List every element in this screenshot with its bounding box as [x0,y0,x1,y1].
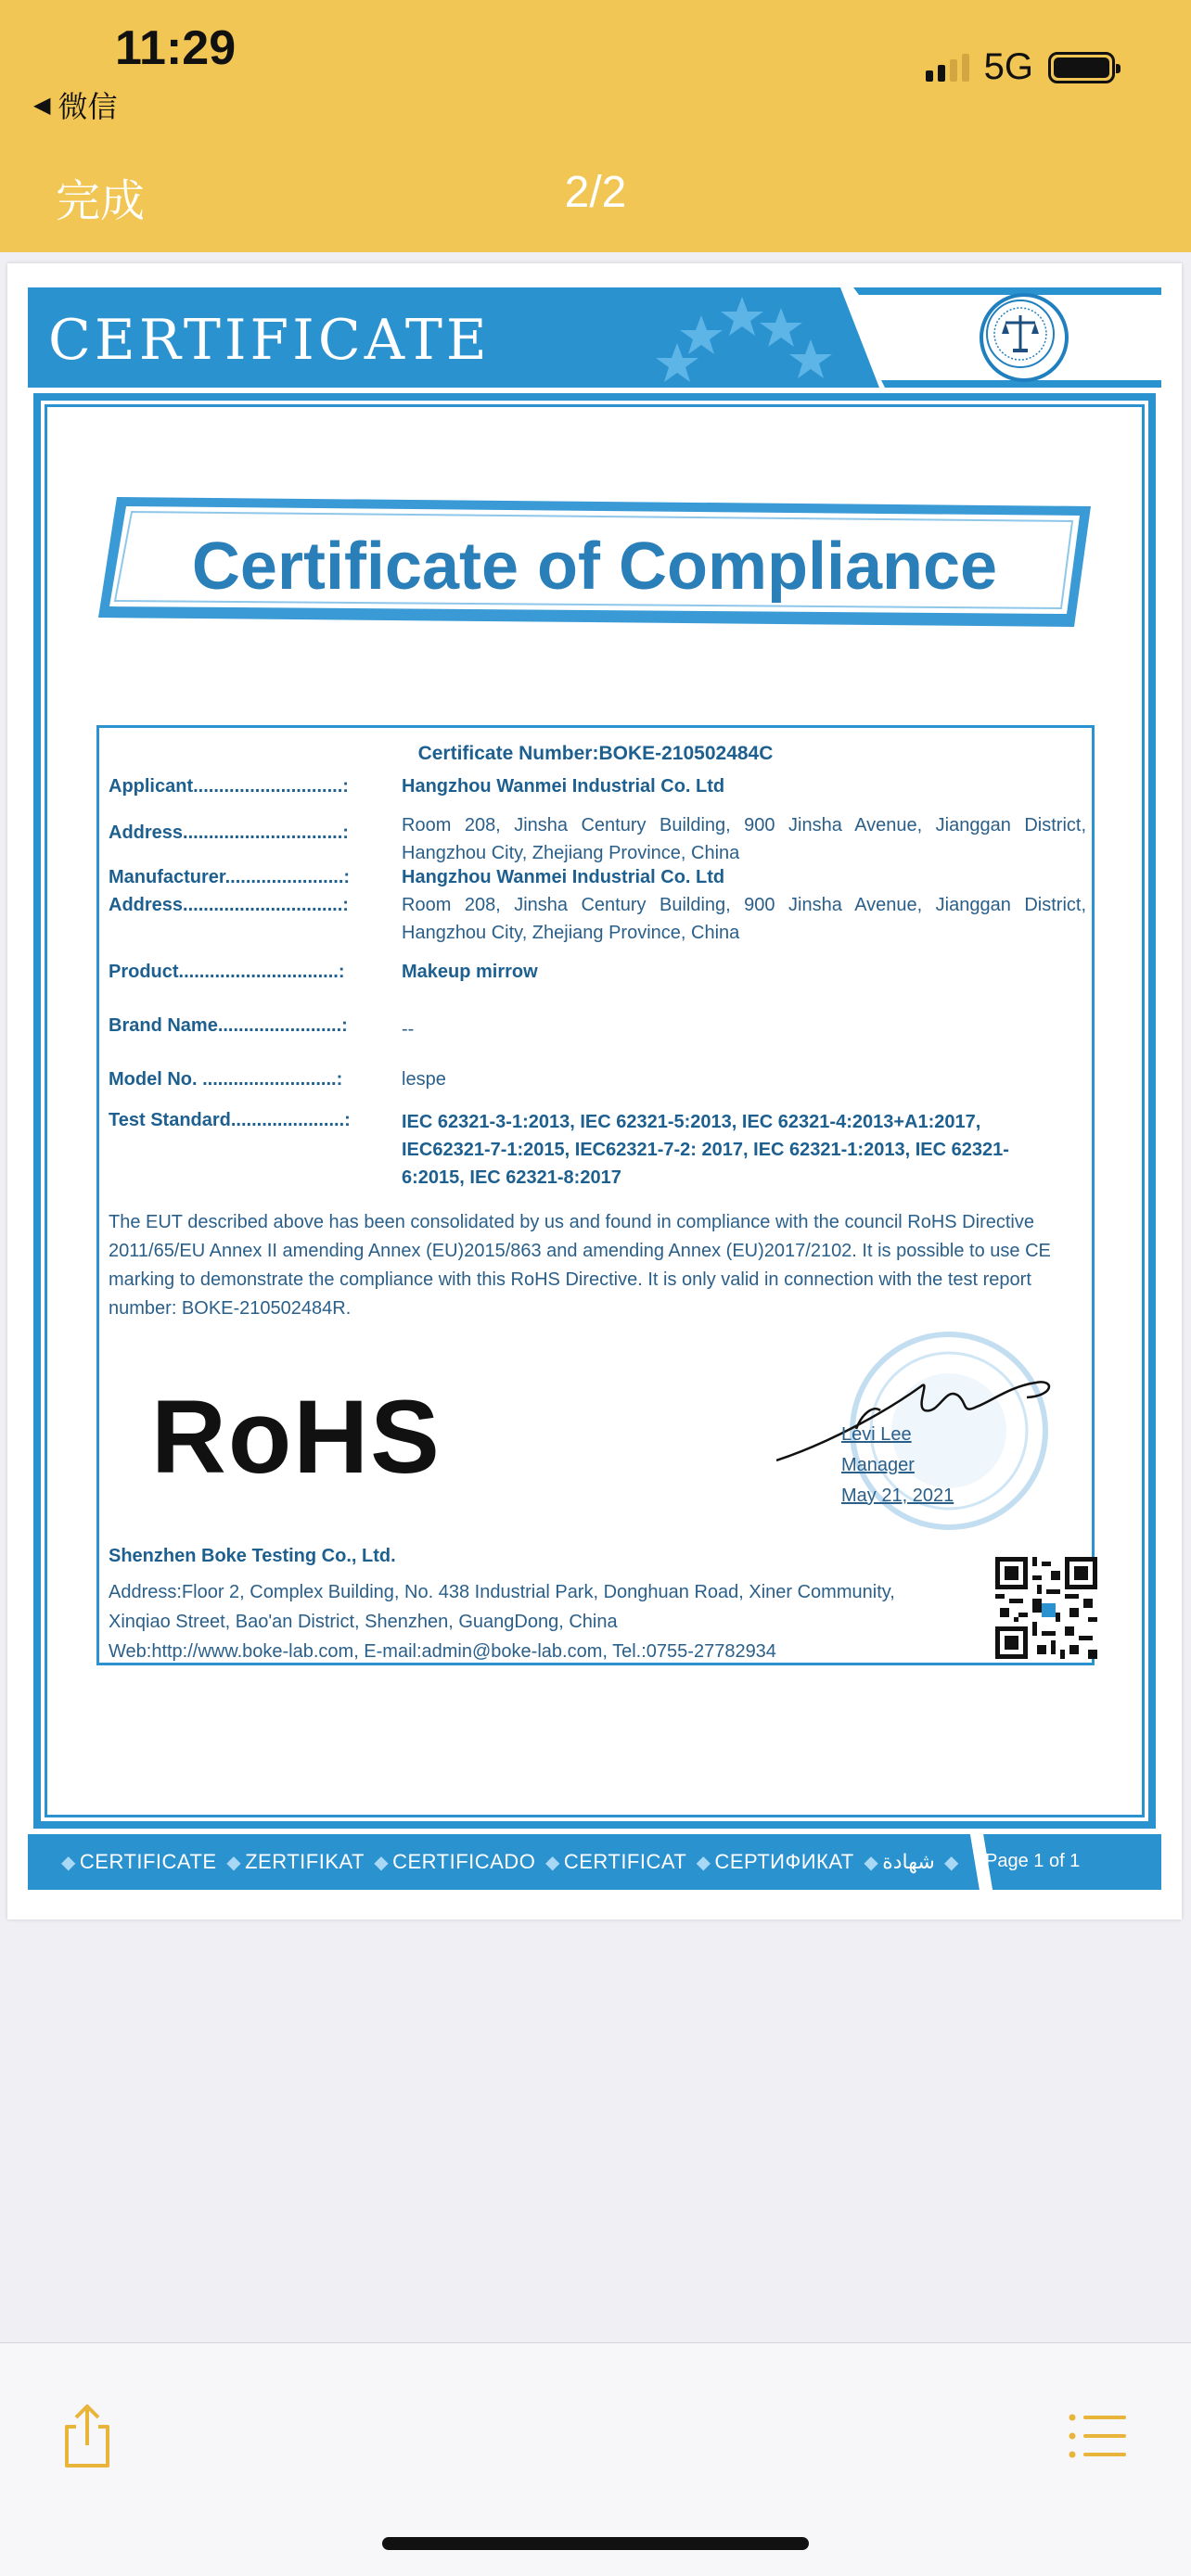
signing-date: May 21, 2021 [841,1486,954,1506]
brand-value: -- [402,1019,415,1039]
applicant-value: Hangzhou Wanmei Industrial Co. Ltd [402,776,725,797]
share-icon [50,2399,124,2473]
status-indicators [926,46,1115,88]
model-label: Model No. ..........................: [109,1069,343,1090]
footer-lang-4: CERTIFICAT [563,1850,686,1873]
list-icon [1061,2399,1135,2473]
home-indicator [382,2537,809,2550]
signer-title: Manager [841,1455,915,1475]
footer-lang-3: CERTIFICADO [392,1850,536,1873]
model-value: lespe [402,1069,446,1090]
status-time: 11:29 [115,21,237,75]
certificate-footer [28,1834,1161,1890]
product-value: Makeup mirrow [402,962,538,982]
footer-lang-6: شهادة [882,1850,935,1873]
signer-block [841,1420,954,1511]
signer-name: Levi Lee [841,1424,912,1445]
signal-strength-icon [926,54,969,82]
footer-languages: ◆ CERTIFICATE ◆ ZERTIFIKAT ◆ CERTIFICADO ◆ CERTIFICAT ◆ СЕРТИФИКАТ ◆ شهادة ◆ [61,1850,959,1873]
scales-emblem-icon [980,293,1069,382]
footer-lang-2: ZERTIFIKAT [245,1850,365,1873]
certificate-title: Certificate of Compliance [191,529,998,604]
network-type: 5G [983,46,1033,87]
manufacturer-address-value: Room 208, Jinsha Century Building, 900 Jinsha Avenue, Jianggan District, Hangzhou City, Zhejiang Province, China [402,895,1086,943]
brand-label: Brand Name........................: [109,1015,348,1036]
top-bar [0,0,1191,252]
certificate-number: Certificate Number:BOKE-210502484C [417,743,774,764]
rohs-mark: RoHS [151,1379,442,1495]
manufacturer-address-label: Address...............................: [109,895,349,915]
back-to-app-button[interactable] [33,83,117,126]
back-triangle-icon: ◀ [33,92,51,118]
title-banner [98,497,1091,627]
product-label: Product...............................: [109,962,345,982]
compliance-statement: The EUT described above has been consolidated by us and found in compliance with the council RoHS Directive 2011/65/EU Annex II amending Annex (EU)2015/863 and amending Annex (EU)2017/2102. It is possible to use CE marking to demonstrate the compliance with this RoHS Directive. It is only valid in connection with the test report number: BOKE-210502484R. [109,1212,1051,1319]
page-indicator: 2/2 [564,168,627,217]
footer-page-number: Page 1 of 1 [985,1851,1081,1871]
applicant-address-label: Address...............................: [109,823,349,843]
certificate [28,287,1161,1888]
applicant-address-value: Room 208, Jinsha Century Building, 900 Jinsha Avenue, Jianggan District, Hangzhou City, Zhejiang Province, China [402,815,1086,863]
applicant-label: Applicant.............................: [109,776,349,797]
lab-contact-block [109,1577,962,1666]
done-button[interactable]: 完成 [56,165,145,229]
footer-lang-1: CERTIFICATE [79,1850,217,1873]
manufacturer-value: Hangzhou Wanmei Industrial Co. Ltd [402,867,725,887]
lab-name: Shenzhen Boke Testing Co., Ltd. [109,1546,396,1566]
lab-address: Address:Floor 2, Complex Building, No. 438 Industrial Park, Donghuan Road, Xiner Community, Xinqiao Street, Bao'an District, Shenzhen, GuangDong, China [109,1582,895,1632]
qr-code-icon [995,1557,1097,1659]
share-button[interactable] [50,2399,124,2473]
footer-lang-5: СЕРТИФИКАТ [714,1850,854,1873]
certificate-header [28,287,1161,388]
list-button[interactable] [1061,2399,1135,2473]
certificate-header-title: CERTIFICATE [48,308,491,373]
back-app-label: 微信 [58,90,118,123]
test-standard-value: IEC 62321-3-1:2013, IEC 62321-5:2013, IEC 62321-4:2013+A1:2017, IEC62321-7-1:2015, IEC62321-7-2: 2017, IEC 62321-1:2013, IEC 62321-6:2015, IEC 62321-8:2017 [402,1112,1009,1188]
battery-icon [1048,52,1115,83]
lab-contact: Web:http://www.boke-lab.com, E-mail:admin@boke-lab.com, Tel.:0755-27782934 [109,1641,776,1662]
manufacturer-label: Manufacturer.......................: [109,867,351,887]
test-standard-label: Test Standard......................: [109,1110,351,1130]
certificate-details [96,725,1095,1665]
document-page[interactable] [7,263,1182,1919]
